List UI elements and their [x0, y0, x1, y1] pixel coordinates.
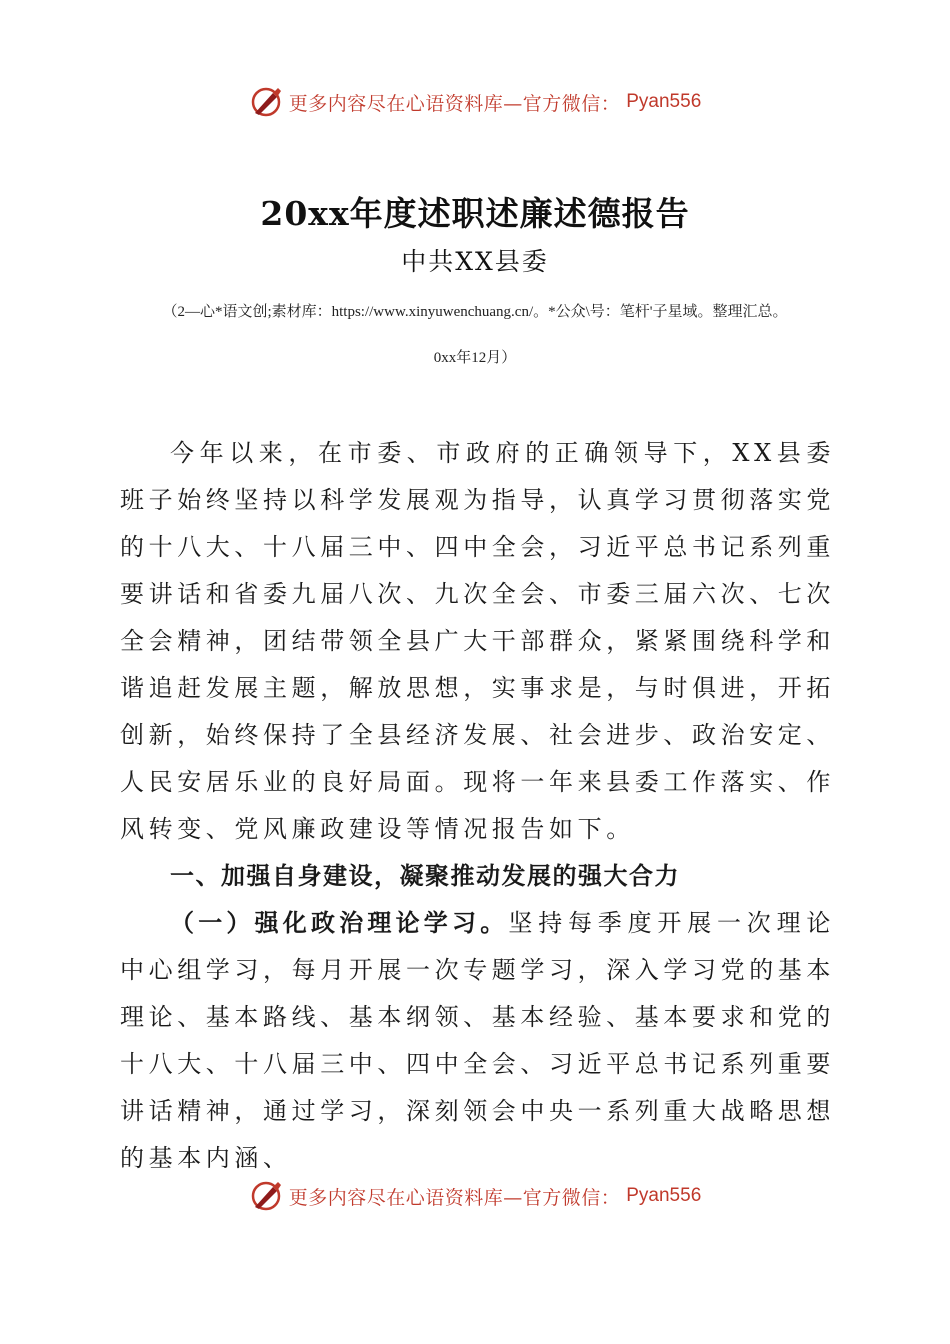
header-banner: [0, 82, 950, 122]
footer-banner: [0, 1176, 950, 1216]
document-title: 20xx年度述职述廉述德报告: [260, 194, 690, 233]
intro-paragraph: 今年以来，在市委、市政府的正确领导下，XX县委班子始终坚持以科学发展观为指导，认真学习贯彻落实党的十八大、十八届三中、四中全会，习近平总书记系列重要讲话和省委九届八次、九次全会、市委三届六次、七次全会精神，团结带领全县广大干部群众，紧紧围绕科学和谐追赶发展主题，解放思想，实事求是，与时俱进，开拓创新，始终保持了全县经济发展、社会进步、政治安定、人民安居乐业的良好局面。现将一年来县委工作落实、作风转变、党风廉政建设等情况报告如下。: [120, 439, 835, 843]
document-body: [120, 430, 835, 1182]
source-note-line2: 0xx年12月）: [433, 350, 517, 366]
subsection-paragraph-1: [120, 900, 835, 1182]
banner-brand-text: 更多内容尽在心语资料库—官方微信：: [288, 1186, 621, 1209]
pen-logo-icon: [249, 85, 283, 119]
pen-logo-icon: [249, 1179, 283, 1213]
banner-contact-id: Pyan556: [626, 1185, 702, 1206]
source-note-line1: （2—心*语文创;素材库：https://www.xinyuwenchuang.cn/。*公众\号：笔杆'子星域。整理汇总。: [162, 304, 788, 320]
section-heading-1: 一、加强自身建设，凝聚推动发展的强大合力: [170, 862, 680, 890]
banner-brand-text: 更多内容尽在心语资料库—官方微信：: [288, 92, 621, 115]
subsection-lead-1: （一）强化政治理论学习。: [170, 909, 509, 937]
subsection-text-1: 坚持每季度开展一次理论中心组学习，每月开展一次专题学习，深入学习党的基本理论、基本路线、基本纲领、基本经验、基本要求和党的十八大、十八届三中、四中全会、习近平总书记系列重要讲话精神，通过学习，深刻领会中央一系列重大战略思想的基本内涵、: [120, 909, 836, 1172]
document-subtitle: 中共XX县委: [401, 247, 549, 276]
banner-contact-id: Pyan556: [626, 91, 702, 112]
